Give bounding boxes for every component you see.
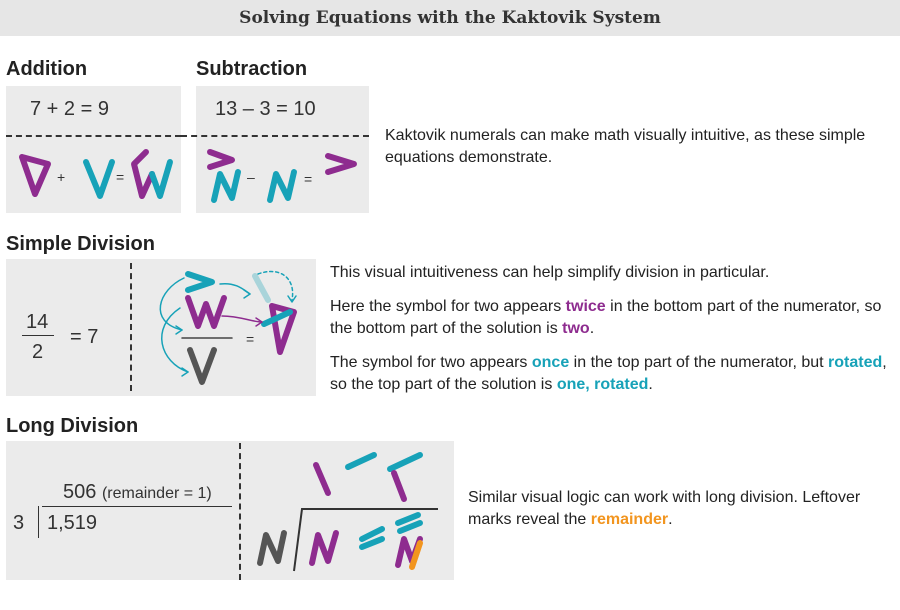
subtraction-minus-sign: –: [247, 169, 255, 185]
highlight-one-rotated: one, rotated: [556, 376, 649, 393]
kaktovik-three-glyph: [270, 172, 294, 200]
long-division-divider: [239, 443, 241, 580]
kaktovik-thirteen-top: [210, 152, 232, 167]
kaktovik-dividend-first: [312, 533, 336, 563]
purple-arrow: [222, 316, 262, 322]
long-division-bracket-top: [42, 506, 232, 507]
fraction-bar: [22, 335, 54, 336]
subtraction-divider: [181, 135, 369, 137]
long-division-quotient: 506 (remainder = 1): [63, 481, 212, 503]
long-division-divisor: 3: [13, 512, 25, 534]
teal-arrow-to-result: [220, 284, 250, 294]
kaktovik-quotient-six-bottom: [394, 473, 404, 499]
kaktovik-faded-stroke: [255, 276, 268, 300]
highlight-once: once: [531, 354, 570, 371]
teal-arrow-bottom: [162, 308, 188, 372]
division-text-3: The symbol for two appears once in the top part of the numerator, but rotated, so the top part of the solution is one, rotated.: [330, 354, 887, 393]
kaktovik-quotient-five: [316, 465, 328, 493]
addition-divider: [6, 135, 181, 137]
kaktovik-thirteen-bottom: [214, 172, 238, 200]
kaktovik-divisor-three: [260, 533, 284, 563]
long-division-dividend: 1,519: [47, 512, 98, 534]
fraction-numerator: 14: [26, 311, 49, 333]
subtraction-equals-sign: =: [304, 171, 313, 187]
intro-text: Kaktovik numerals can make math visually intuitive, as these simple equations demonstrate.: [385, 127, 866, 166]
page-title: Solving Equations with the Kaktovik System: [0, 0, 900, 36]
simple-division-result: = 7: [70, 326, 99, 348]
long-division-text: Similar visual logic can work with long division. Leftover marks reveal the remainder.: [468, 489, 861, 528]
teal-arrow-top: [160, 278, 184, 330]
long-division-bracket-side: [38, 506, 39, 538]
division-text-1: This visual intuitiveness can help simplify division in particular.: [330, 264, 770, 281]
kaktovik-seven-glyph: [22, 157, 48, 194]
kaktovik-fourteen-top: [188, 274, 212, 290]
kaktovik-nine-lower: [152, 162, 170, 196]
simple-division-divider: [130, 263, 132, 391]
kaktovik-two-denominator: [190, 350, 214, 382]
addition-kaktovik: [6, 140, 181, 210]
subtraction-heading: Subtraction: [196, 58, 308, 80]
long-division-kaktovik: [250, 443, 450, 577]
kaktovik-quotient-six-top: [390, 455, 420, 469]
addition-heading: Addition: [6, 58, 88, 80]
kaktovik-equals-sign: =: [246, 331, 255, 347]
kaktovik-fourteen-bottom: [188, 298, 224, 326]
fraction-denominator: 2: [32, 341, 44, 363]
remainder-note: (remainder = 1): [101, 485, 212, 502]
highlight-two: two: [562, 320, 590, 337]
simple-division-heading: Simple Division: [6, 233, 155, 255]
highlight-remainder: remainder: [590, 511, 669, 528]
kaktovik-ten-glyph: [328, 156, 354, 172]
simple-division-kaktovik: [140, 262, 316, 394]
highlight-rotated: rotated: [828, 354, 883, 371]
highlight-twice: twice: [565, 298, 606, 315]
addition-equation: 7 + 2 = 9: [30, 98, 109, 120]
division-text-2: Here the symbol for two appears twice in the bottom part of the numerator, so the bottom part of the solution is two.: [330, 298, 882, 337]
kaktovik-two-glyph: [86, 162, 112, 196]
subtraction-equation: 13 – 3 = 10: [215, 98, 316, 120]
kaktovik-quotient-zero: [348, 455, 374, 467]
kaktovik-remainder-mark: [412, 543, 420, 567]
subtraction-kaktovik: [196, 140, 369, 210]
addition-equals-sign: =: [116, 169, 125, 185]
addition-plus-sign: +: [57, 169, 66, 185]
long-division-heading: Long Division: [6, 415, 139, 437]
